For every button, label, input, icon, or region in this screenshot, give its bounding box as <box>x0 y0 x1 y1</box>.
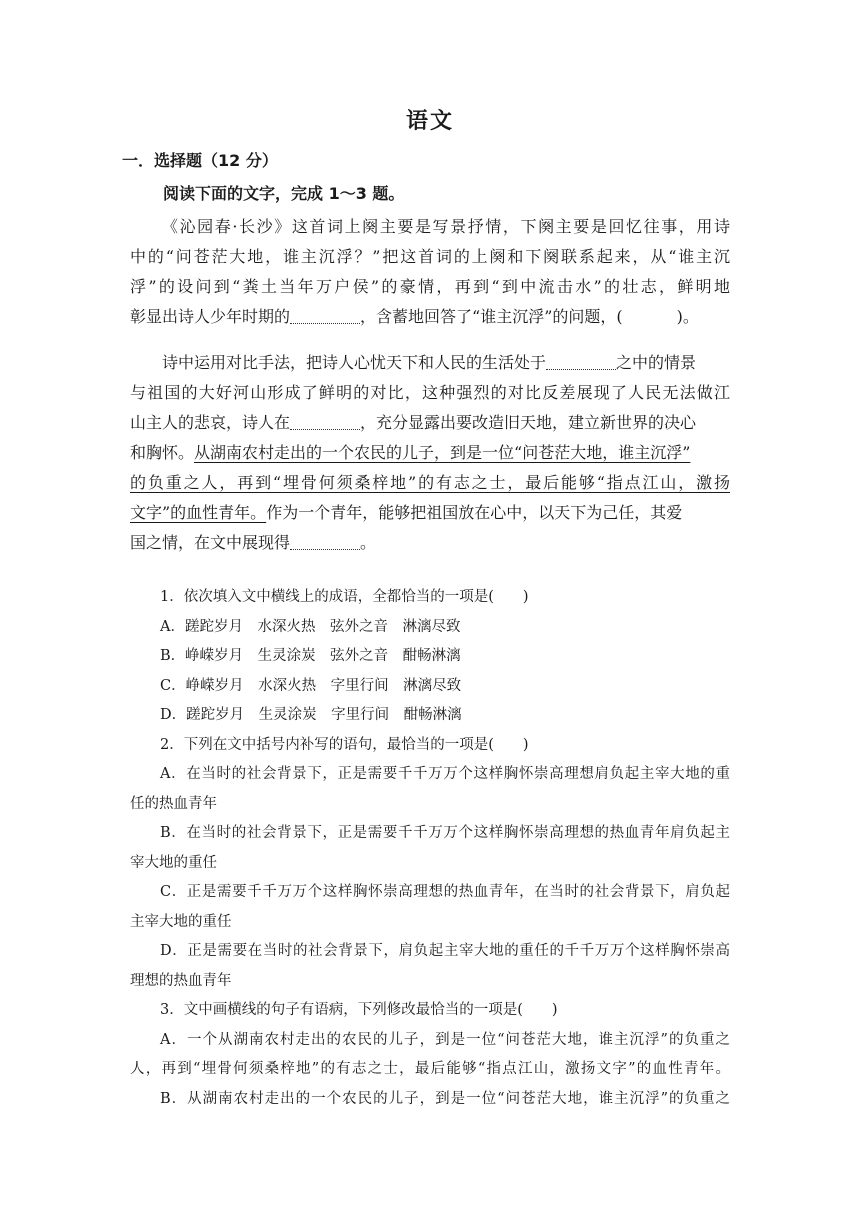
passage-text: 和胸怀。 <box>130 443 195 462</box>
fill-blank-3 <box>290 411 360 430</box>
instruction: 阅读下面的文字，完成 1～3 题。 <box>163 184 405 203</box>
question-1-option-a: A．蹉跎岁月 水深火热 弦外之音 淋漓尽致 <box>160 618 461 635</box>
passage-text: ，含蓄地回答了“谁主沉浮”的问题，( <box>360 307 623 326</box>
question-1-option-b: B．峥嵘岁月 生灵涂炭 弦外之音 酣畅淋漓 <box>160 648 461 664</box>
underlined-sentence: 文字”的血性青年。 <box>130 503 267 522</box>
passage-line <box>130 408 730 438</box>
section-heading: 一．选择题（12 分） <box>122 151 278 170</box>
underlined-sentence: 的负重之人，再到“埋骨何须桑梓地”的有志之士，最后能够“指点江山，激扬 <box>130 473 730 492</box>
passage-line <box>130 528 730 558</box>
question-2-option-c-cont: 主宰大地的重任 <box>130 913 232 930</box>
passage-text: )。 <box>676 307 699 326</box>
passage-text: 作为一个青年，能够把祖国放在心中，以天下为己任，其爱 <box>266 503 683 522</box>
question-2-stem: 2．下列在文中括号内补写的语句，最恰当的一项是( ) <box>160 736 529 753</box>
passage-line <box>130 468 730 498</box>
passage-paragraph-1 <box>130 212 730 332</box>
passage-line <box>130 348 730 378</box>
passage-text: 。 <box>360 533 377 552</box>
question-3-option-a: A．一个从湖南农村走出的农民的儿子，到是一位“问苍茫大地，谁主沉浮”的负重之 <box>160 1031 730 1048</box>
passage-text: ，充分显露出要改造旧天地，建立新世界的决心 <box>360 413 697 432</box>
question-2-option-a: A．在当时的社会背景下，正是需要千千万万个这样胸怀崇高理想肩负起主宰大地的重 <box>160 766 730 782</box>
question-3-option-b: B．从湖南农村走出的一个农民的儿子，到是一位“问苍茫大地，谁主沉浮”的负重之 <box>160 1090 730 1107</box>
question-block <box>130 583 730 1114</box>
passage-line: 中的“问苍茫大地，谁主沉浮？”把这首词的上阕和下阕联系起来，从“谁主沉 <box>130 247 730 266</box>
passage-line <box>130 438 730 468</box>
page-title: 语文 <box>405 109 454 134</box>
fill-blank-2 <box>546 351 616 370</box>
passage-line <box>130 302 730 332</box>
passage-line: 浮”的设问到“粪土当年万户侯”的豪情，再到“到中流击水”的壮志，鲜明地 <box>130 277 730 296</box>
underlined-sentence: 从湖南农村走出的一个农民的儿子，到是一位“问苍茫大地，谁主沉浮” <box>194 443 691 462</box>
question-1-option-c: C．峥嵘岁月 水深火热 字里行间 淋漓尽致 <box>160 677 462 694</box>
question-2-option-a-cont: 任的热血青年 <box>130 795 217 812</box>
question-2-option-d-cont: 理想的热血青年 <box>130 972 232 989</box>
passage-line: 与祖国的大好河山形成了鲜明的对比，这种强烈的对比反差展现了人民无法做江 <box>130 383 730 402</box>
fill-blank-4 <box>290 531 360 550</box>
passage-text: 山主人的悲哀，诗人在 <box>130 413 291 432</box>
question-3-stem: 3．文中画横线的句子有语病，下列修改最恰当的一项是( ) <box>160 1002 558 1018</box>
passage-line: 《沁园春·长沙》这首词上阕主要是写景抒情，下阕主要是回忆往事，用诗 <box>162 217 730 236</box>
question-1-stem: 1．依次填入文中横线上的成语，全都恰当的一项是( ) <box>160 589 529 605</box>
passage-text: 国之情，在文中展现得 <box>130 533 291 552</box>
question-2-option-c: C．正是需要千千万万个这样胸怀崇高理想的热血青年，在当时的社会背景下，肩负起 <box>160 884 730 900</box>
question-2-option-d: D．正是需要在当时的社会背景下，肩负起主宰大地的重任的千千万万个这样胸怀崇高 <box>160 943 730 959</box>
fill-blank-1 <box>290 305 360 324</box>
passage-paragraph-2 <box>130 348 730 558</box>
question-1-option-d: D．蹉跎岁月 生灵涂炭 字里行间 酣畅淋漓 <box>160 707 462 723</box>
passage-text: 彰显出诗人少年时期的 <box>130 307 291 326</box>
question-2-option-b: B．在当时的社会背景下，正是需要千千万万个这样胸怀崇高理想的热血青年肩负起主 <box>160 825 730 841</box>
question-2-option-b-cont: 宰大地的重任 <box>130 854 217 871</box>
question-3-option-a-cont: 人，再到“埋骨何须桑梓地”的有志之士，最后能够“指点江山，激扬文字”的血性青年。 <box>130 1061 730 1077</box>
passage-text: 诗中运用对比手法，把诗人心忧天下和人民的生活处于 <box>162 353 547 372</box>
passage-text: 之中的情景 <box>616 353 697 372</box>
passage-line <box>130 498 730 528</box>
